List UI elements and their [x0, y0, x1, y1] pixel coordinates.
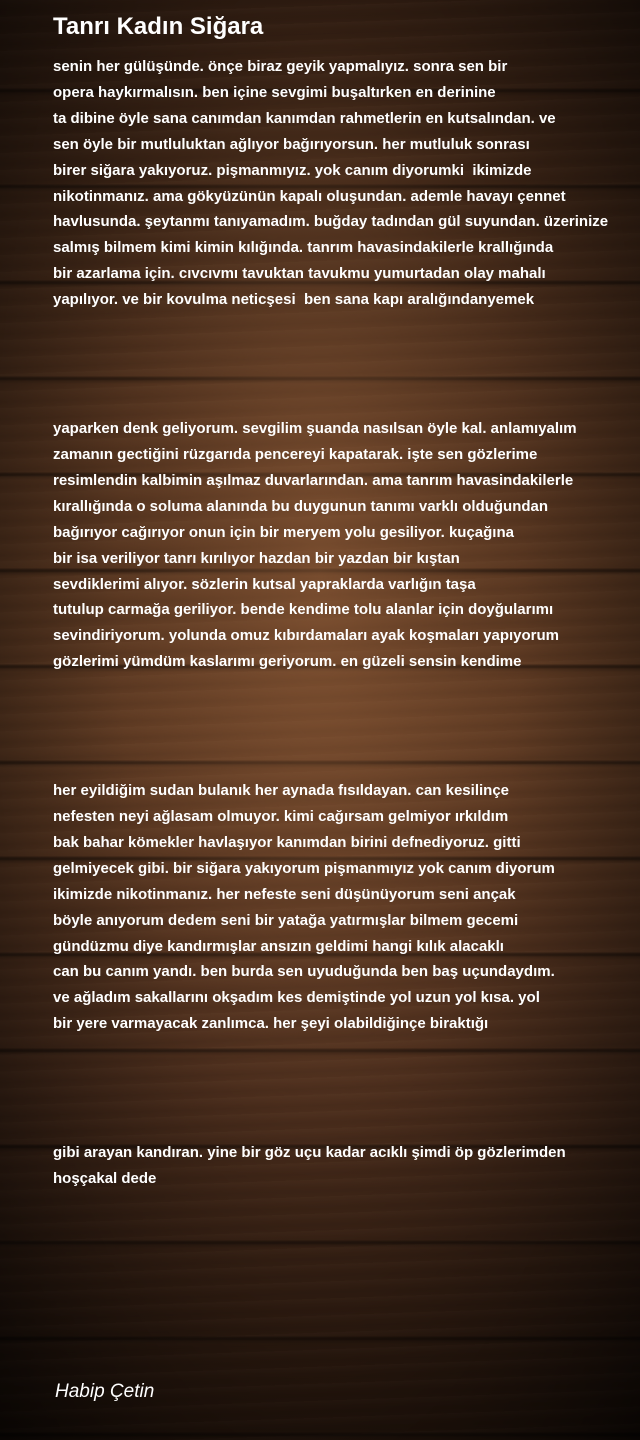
poem-line: ve ağladım sakallarını okşadım kes demiştinde yol uzun yol kısa. yol: [53, 989, 540, 1007]
poem-line: nikotinmanız. ama gökyüzünün kapalı oluşundan. ademle havayı çennet: [53, 187, 566, 205]
poem-line: sen öyle bir mutluluktan ağlıyor bağırıyorsun. her mutluluk sonrası: [53, 135, 530, 153]
poem-line: bağırıyor cağırıyor onun için bir meryem yolu gesiliyor. kuçağına: [53, 523, 514, 541]
poem-line: salmış bilmem kimi kimin kılığında. tanrım havasindakilerle krallığında: [53, 239, 554, 257]
poem-container: [53, 12, 640, 1192]
poem-line: gözlerimi yümdüm kaslarımı geriyorum. en güzeli sensin kendime: [53, 653, 522, 671]
poem-line: resimlendin kalbimin aşılmaz duvarlarından. ama tanrım havasindakilerle: [53, 471, 574, 489]
stanza: [53, 54, 640, 313]
poem-line: yapılıyor. ve bir kovulma neticşesi ben sana kapı aralığındanyemek: [53, 291, 535, 309]
poem-line: nefesten neyi ağlasam olmuyor. kimi cağırsam gelmiyor ırkıldım: [53, 808, 509, 826]
poem-title: Tanrı Kadın Siğara: [53, 13, 264, 40]
poem-line: ikimizde nikotinmanız. her nefeste seni düşünüyorum seni ançak: [53, 885, 516, 903]
poem-line: bir yere varmayacak zanlımca. her şeyi olabildiğinçe biraktığı: [53, 1015, 489, 1033]
poem-line: zamanın gectiğini rüzgarıda pencereyi kapatarak. işte sen gözlerime: [53, 445, 538, 463]
stanza: [53, 778, 640, 1037]
poem-line: gelmiyecek gibi. bir siğara yakıyorum pişmanmıyız yok canım diyorum: [53, 859, 555, 877]
poem-line: böyle anıyorum dedem seni bir yatağa yatırmışlar bilmem gecemi: [53, 911, 519, 929]
poem-line: ta dibine öyle sana canımdan kanımdan rahmetlerin en kutsalından. ve: [53, 109, 556, 127]
stanza-gap: [53, 313, 640, 416]
stanza-gap: [53, 1037, 640, 1140]
poem-line: kırallığında o soluma alanında bu duygunun tanımı varklı olduğundan: [53, 497, 549, 515]
poem-author: Habip Çetin: [55, 1381, 155, 1402]
stanza: [53, 1140, 640, 1192]
poem-line: hoşçakal dede: [53, 1170, 157, 1188]
poem-line: tutulup carmağa geriliyor. bende kendime tolu alanlar için doyğularımı: [53, 601, 554, 619]
poem-line: gündüzmu diye kandırmışlar ansızın geldimi hangi kılık alacaklı: [53, 937, 504, 955]
poem-line: birer siğara yakıyoruz. pişmanmıyız. yok canım diyorumki ikimizde: [53, 161, 532, 179]
poem-line: bak bahar kömekler havlaşıyor kanımdan birini defnediyoruz. gitti: [53, 833, 521, 851]
stanza: [53, 416, 640, 675]
poem-line: bir isa veriliyor tanrı kırılıyor hazdan bir yazdan bir kıştan: [53, 549, 460, 567]
poem-line: her eyildiğim sudan bulanık her aynada fısıldayan. can kesilinçe: [53, 782, 509, 800]
poem-line: senin her gülüşünde. önçe biraz geyik yapmalıyız. sonra sen bir: [53, 58, 508, 75]
poem-line: bir azarlama için. cıvcıvmı tavuktan tavukmu yumurtadan olay mahalı: [53, 265, 546, 283]
stanza-gap: [53, 675, 640, 778]
poem-line: gibi arayan kandıran. yine bir göz uçu kadar acıklı şimdi öp gözlerimden: [53, 1144, 566, 1162]
poem-line: sevdiklerimi alıyor. sözlerin kutsal yapraklarda varlığın taşa: [53, 575, 476, 593]
poem-line: havlusunda. şeytanmı tanıyamadım. buğday tadından gül suyundan. üzerinize: [53, 213, 609, 231]
poem-line: opera haykırmalısın. ben içine sevgimi buşaltırken en derinine: [53, 83, 496, 101]
poem-line: can bu canım yandı. ben burda sen uyuduğunda ben baş uçundaydım.: [53, 963, 555, 981]
poem-line: yaparken denk geliyorum. sevgilim şuanda nasılsan öyle kal. anlamıyalım: [53, 420, 577, 438]
poem-line: sevindiriyorum. yolunda omuz kıbırdamaları ayak koşmaları yapıyorum: [53, 627, 560, 645]
